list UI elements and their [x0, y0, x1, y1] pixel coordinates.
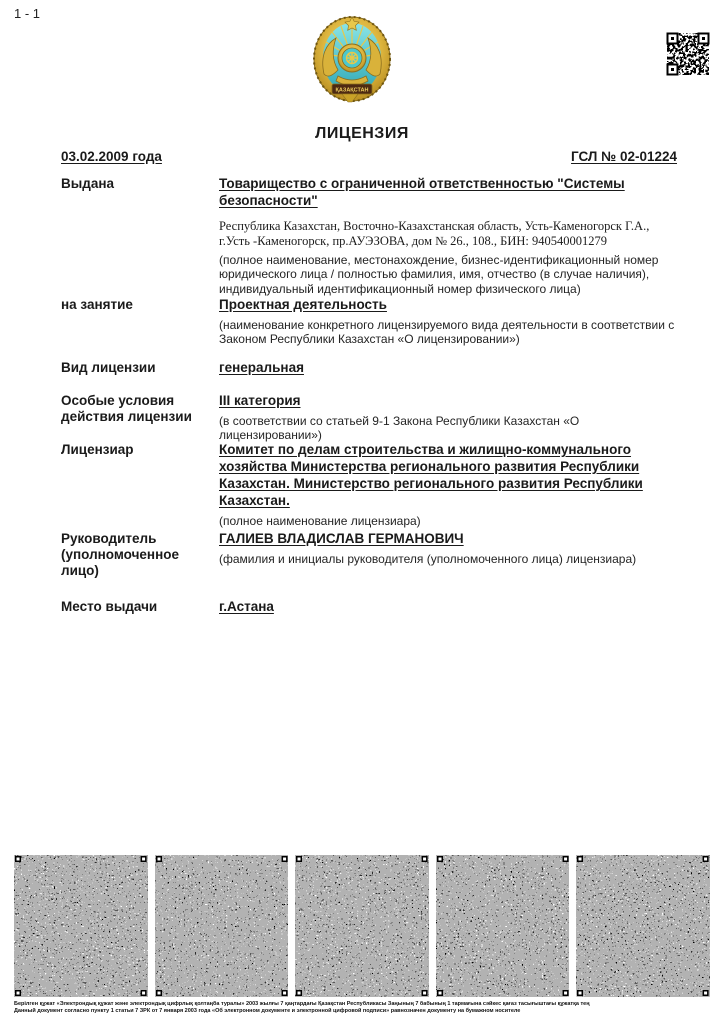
- field-value: III категория: [219, 393, 301, 408]
- field-row-issued-to: [61, 176, 681, 296]
- field-label: Лицензиар: [61, 442, 134, 457]
- field-label: Вид лицензии: [61, 360, 156, 375]
- field-note: (полное наименование, местонахождение, бизнес-идентификационный номер юридического лица / полностью фамилия, имя, отчество (в случае наличия), индивидуальный идентификационный номер физического лица): [219, 252, 659, 296]
- field-value: г.Астана: [219, 599, 274, 614]
- field-label: Место выдачи: [61, 599, 158, 614]
- field-row-special-conditions: [61, 393, 681, 443]
- field-value: генеральная: [219, 360, 304, 375]
- field-row-licensor: [61, 442, 681, 528]
- licensee-address: Республика Казахстан, Восточно-Казахстанская область, Усть-Каменогорск Г.А., г.Усть -Каменогорск, пр.АУЭЗОВА, дом № 26., 108., БИН: 940540001279: [219, 218, 650, 248]
- field-row-place-of-issue: [61, 599, 681, 616]
- field-note: (наименование конкретного лицензируемого вида деятельности в соответствии с Законом Республики Казахстан «О лицензировании»): [219, 317, 675, 347]
- kazakhstan-coat-of-arms-icon: [308, 12, 396, 107]
- field-row-license-type: [61, 360, 681, 377]
- field-note: (фамилия и инициалы руководителя (уполномоченного лица) лицензиара): [219, 551, 637, 566]
- digital-signature-strip: [14, 855, 710, 997]
- field-label: Выдана: [61, 176, 115, 191]
- issue-date: 03.02.2009 года: [61, 149, 162, 164]
- field-label: Руководитель (уполномоченное лицо): [61, 531, 179, 578]
- document-title: ЛИЦЕНЗИЯ: [315, 125, 409, 142]
- date-number-row: [61, 149, 677, 164]
- qr-code: [665, 31, 711, 77]
- digital-signature-noise-block: [295, 855, 429, 997]
- legal-footer-line-ru: Данный документ согласно пункту 1 статьи 7 ЗРК от 7 января 2003 года «Об электронном документе и электронной цифровой подписи» равнозначен документу на бумажном носителе: [14, 1008, 521, 1014]
- field-label: Особые условия действия лицензии: [61, 393, 192, 424]
- field-row-activity: [61, 297, 681, 347]
- field-value: ГАЛИЕВ ВЛАДИСЛАВ ГЕРМАНОВИЧ: [219, 531, 464, 546]
- field-note: (полное наименование лицензиара): [219, 513, 421, 528]
- field-value: Комитет по делам строительства и жилищно-коммунального хозяйства Министерства регионального развития Республики Казахстан. Министерство регионального развития Республики Казахстан.: [219, 442, 643, 508]
- field-row-head: [61, 531, 681, 579]
- digital-signature-noise-block: [155, 855, 289, 997]
- field-note: (в соответствии со статьей 9-1 Закона Республики Казахстан «О лицензировании»): [219, 413, 580, 443]
- legal-footer-line-kk: Берілген құжат «Электрондық құжат және электрондық цифрлық қолтаңба туралы» 2003 жылғы 7 қаңтардағы Қазақстан Республикасы Заңының 7 бабының 1 тармағына сәйкес қағаз тасығыштағы құжатқа тең: [14, 1001, 590, 1007]
- page-number: 1 - 1: [14, 6, 41, 21]
- digital-signature-noise-block: [14, 855, 148, 997]
- license-number: ГСЛ № 02-01224: [571, 149, 677, 164]
- digital-signature-noise-block: [576, 855, 710, 997]
- field-label: на занятие: [61, 297, 133, 312]
- field-value: Товарищество с ограниченной ответственностью "Системы безопасности": [219, 176, 625, 208]
- emblem-banner-text: ҚАЗАҚСТАН: [335, 87, 369, 94]
- digital-signature-noise-block: [436, 855, 570, 997]
- field-value: Проектная деятельность: [219, 297, 387, 312]
- legal-footer: [14, 1001, 716, 1015]
